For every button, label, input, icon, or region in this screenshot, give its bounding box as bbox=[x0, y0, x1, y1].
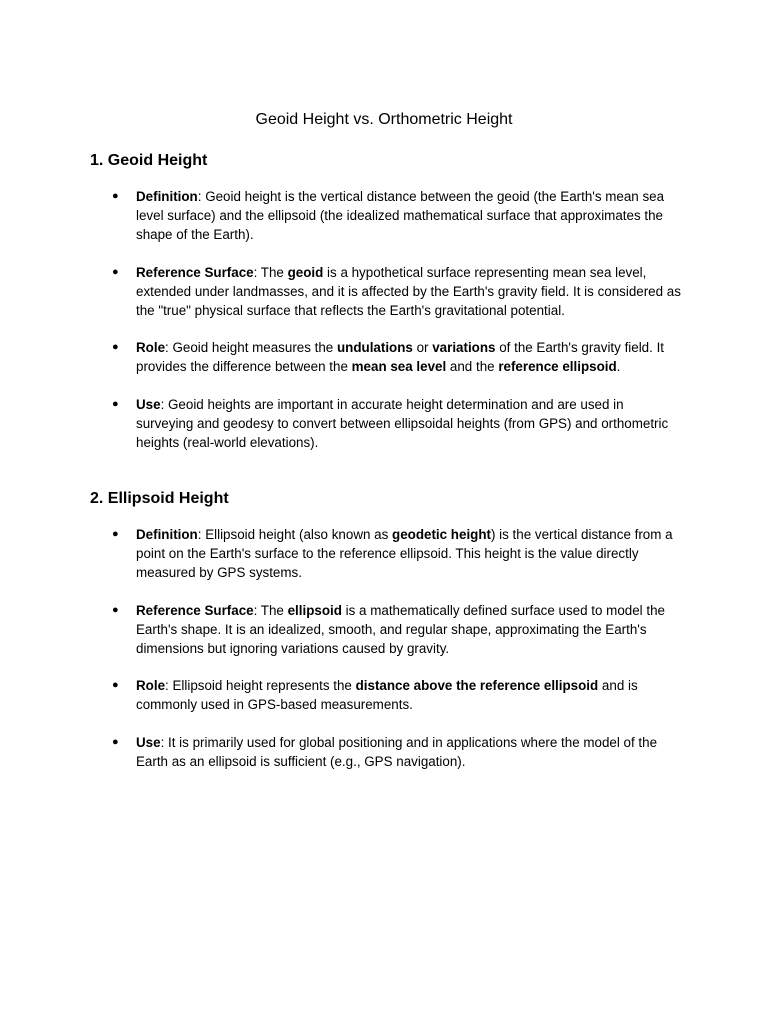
item-text: and the bbox=[446, 359, 499, 374]
bold-term: distance above the reference ellipsoid bbox=[355, 678, 599, 693]
list-item bbox=[112, 525, 682, 582]
ellipsoid-height-list bbox=[112, 525, 682, 789]
bullet-icon: ● bbox=[112, 528, 119, 540]
bold-term: geodetic height bbox=[392, 527, 491, 542]
item-text: : Geoid height measures the bbox=[165, 340, 337, 355]
item-label: Reference Surface bbox=[136, 602, 254, 618]
item-text: : Geoid height is the vertical distance between the geoid (the Earth's mean sea level surface) and the ellipsoid (the idealized mathematical surface that approximates the shape of the Earth). bbox=[136, 189, 665, 242]
item-text: is a mathematically defined surface used to model the Earth's shape. It is an idealized, smooth, and regular shape, approximating the Earth's dimensions but ignoring variations caused by gravity. bbox=[136, 602, 665, 656]
item-label: Role bbox=[136, 340, 166, 355]
item-text: : Geoid heights are important in accurate height determination and are used in surveying and geodesy to convert between ellipsoidal heights (from GPS) and orthometric heights (real-world elevations). bbox=[136, 396, 669, 450]
bullet-icon: ● bbox=[112, 603, 119, 616]
list-item bbox=[112, 601, 682, 658]
bold-term: undulations bbox=[336, 340, 413, 355]
document-title: Geoid Height vs. Orthometric Height bbox=[255, 111, 513, 128]
item-label: Role bbox=[136, 678, 166, 693]
item-text: : Ellipsoid height represents the bbox=[165, 678, 356, 693]
bullet-icon: ● bbox=[112, 265, 119, 278]
item-text: : The bbox=[253, 264, 288, 280]
list-item bbox=[112, 676, 682, 714]
section-heading-text: 2. Ellipsoid Height bbox=[90, 490, 229, 507]
item-text: . bbox=[616, 359, 621, 374]
item-text: : The bbox=[253, 602, 288, 618]
bold-term: ellipsoid bbox=[287, 602, 342, 618]
item-text: : It is primarily used for global positioning and in applications where the model of the Earth as an ellipsoid is sufficient (e.g., GPS navigation). bbox=[136, 734, 658, 769]
bold-term: mean sea level bbox=[351, 359, 447, 374]
bold-term: variations bbox=[432, 340, 496, 355]
list-item bbox=[112, 187, 682, 244]
item-text: or bbox=[412, 340, 433, 355]
list-item bbox=[112, 338, 682, 376]
bold-term: geoid bbox=[287, 264, 324, 280]
item-label: Definition bbox=[136, 189, 198, 204]
geoid-height-list bbox=[112, 187, 682, 470]
bullet-icon: ● bbox=[112, 397, 119, 410]
bold-term: reference ellipsoid bbox=[498, 359, 617, 374]
item-label: Reference Surface bbox=[136, 264, 254, 280]
item-text: ) is the vertical distance from a point on the Earth's surface to the reference ellipsoid. This height is the value directly measured by GPS systems. bbox=[136, 527, 673, 580]
item-text: is a hypothetical surface representing mean sea level, extended under landmasses, and it is affected by the Earth's gravity field. It is considered as the "true" physical surface that reflects the Earth's gravitational potential. bbox=[136, 264, 681, 318]
list-item bbox=[112, 395, 682, 452]
item-label: Use bbox=[136, 734, 161, 750]
bullet-icon: ● bbox=[112, 341, 119, 353]
bullet-icon: ● bbox=[112, 190, 119, 202]
section-heading-text: 1. Geoid Height bbox=[90, 152, 208, 169]
item-label: Definition bbox=[136, 527, 198, 542]
list-item bbox=[112, 733, 682, 771]
section-heading-ellipsoid-height bbox=[90, 489, 229, 509]
bullet-icon: ● bbox=[112, 679, 119, 691]
item-label: Use bbox=[136, 396, 161, 412]
bullet-icon: ● bbox=[112, 735, 119, 748]
list-item bbox=[112, 263, 682, 320]
section-heading-geoid-height bbox=[90, 151, 207, 171]
item-text: and is commonly used in GPS-based measurements. bbox=[136, 678, 638, 712]
item-text: : Ellipsoid height (also known as bbox=[197, 527, 393, 542]
item-text: of the Earth's gravity field. It provides the difference between the bbox=[136, 340, 665, 374]
